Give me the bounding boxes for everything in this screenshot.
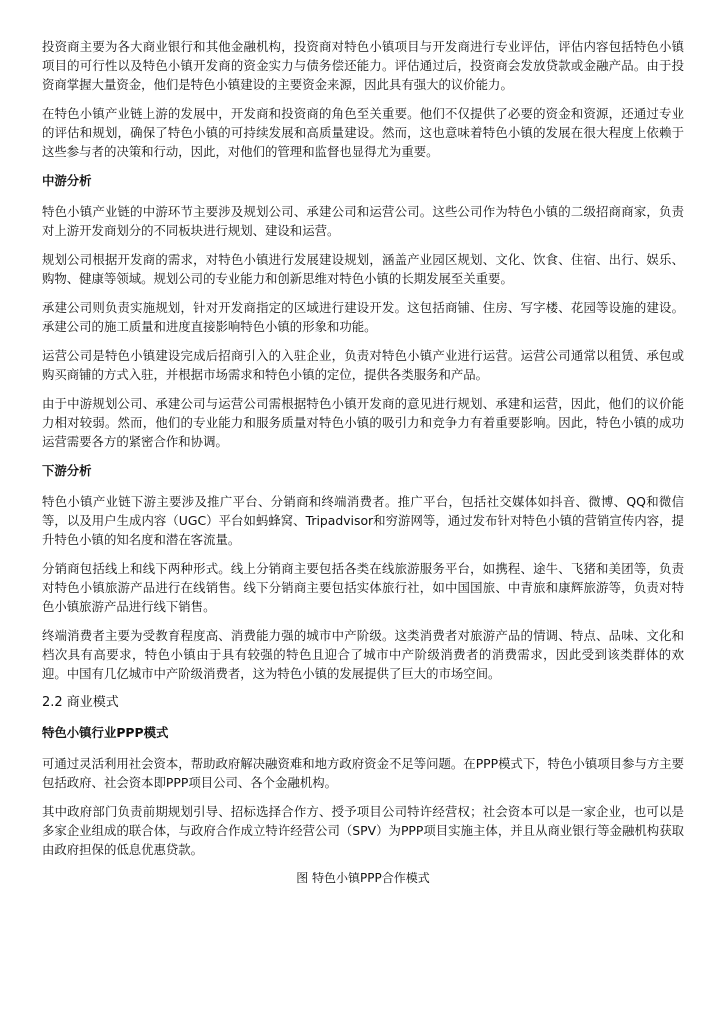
paragraph-construction-companies: 承建公司则负责实施规划，针对开发商指定的区域进行建设开发。这包括商铺、住房、写字楼、花园等设施的建设。承建公司的施工质量和进度直接影响特色小镇的形象和功能。 — [42, 300, 684, 334]
section-title-business-model: 2.2 商业模式 — [42, 695, 119, 710]
paragraph-midstream-summary: 由于中游规划公司、承建公司与运营公司需根据特色小镇开发商的意见进行规划、承建和运营，因此，他们的议价能力相对较弱。然而，他们的专业能力和服务质量对特色小镇的吸引力和竞争力有着重要影响。因此，特色小镇的成功运营需要各方的紧密合作和协调。 — [42, 396, 684, 449]
heading-midstream-analysis: 中游分析 — [42, 173, 92, 188]
heading-ppp-model: 特色小镇行业PPP模式 — [42, 725, 169, 740]
figure-caption: 图 特色小镇PPP合作模式 — [296, 871, 430, 885]
paragraph-upstream-summary: 在特色小镇产业链上游的发展中，开发商和投资商的角色至关重要。他们不仅提供了必要的资金和资源，还通过专业的评估和规划，确保了特色小镇的可持续发展和高质量建设。然而，这也意味着特色小镇的发展在很大程度上依赖于这些参与者的决策和行动，因此，对他们的管理和监督也显得尤为重要。 — [42, 106, 684, 159]
paragraph-planning-companies: 规划公司根据开发商的需求，对特色小镇进行发展建设规划，涵盖产业园区规划、文化、饮食、住宿、出行、娱乐、购物、健康等领域。规划公司的专业能力和创新思维对特色小镇的长期发展至关重要。 — [42, 252, 684, 286]
paragraph-ppp-intro: 可通过灵活利用社会资本，帮助政府解决融资难和地方政府资金不足等问题。在PPP模式下，特色小镇项目参与方主要包括政府、社会资本即PPP项目公司、各个金融机构。 — [42, 756, 684, 790]
paragraph-midstream-intro: 特色小镇产业链的中游环节主要涉及规划公司、承建公司和运营公司。这些公司作为特色小镇的二级招商商家，负责对上游开发商划分的不同板块进行规划、建设和运营。 — [42, 204, 684, 238]
paragraph-end-consumers: 终端消费者主要为受教育程度高、消费能力强的城市中产阶级。这类消费者对旅游产品的情调、特点、品味、文化和档次具有高要求，特色小镇由于具有较强的特色且迎合了城市中产阶级消费者的消费需求，因此受到该类群体的欢迎。中国有几亿城市中产阶级消费者，这为特色小镇的发展提供了巨大的市场空间。 — [42, 628, 684, 681]
paragraph-operating-companies: 运营公司是特色小镇建设完成后招商引入的入驻企业，负责对特色小镇产业进行运营。运营公司通常以租赁、承包或购买商铺的方式入驻，并根据市场需求和特色小镇的定位，提供各类服务和产品。 — [42, 348, 684, 382]
paragraph-ppp-roles: 其中政府部门负责前期规划引导、招标选择合作方、授予项目公司特许经营权；社会资本可以是一家企业，也可以是多家企业组成的联合体，与政府合作成立特许经营公司（SPV）为PPP项目实施主体，并且从商业银行等金融机构获取由政府担保的低息优惠贷款。 — [42, 804, 684, 857]
paragraph-distributors: 分销商包括线上和线下两种形式。线上分销商主要包括各类在线旅游服务平台，如携程、途牛、飞猪和美团等，负责对特色小镇旅游产品进行在线销售。线下分销商主要包括实体旅行社，如中国国旅、中青旅和康辉旅游等，负责对特色小镇旅游产品进行线下销售。 — [42, 561, 684, 614]
paragraph-investors: 投资商主要为各大商业银行和其他金融机构，投资商对特色小镇项目与开发商进行专业评估，评估内容包括特色小镇项目的可行性以及特色小镇开发商的资金实力与债务偿还能力。评估通过后，投资商会发放贷款或金融产品。由于投资商掌握大量资金，他们是特色小镇建设的主要资金来源，因此具有强大的议价能力。 — [42, 39, 684, 92]
paragraph-downstream-intro: 特色小镇产业链下游主要涉及推广平台、分销商和终端消费者。推广平台，包括社交媒体如抖音、微博、QQ和微信等，以及用户生成内容（UGC）平台如蚂蜂窝、Tripadvisor和穷游网等，通过发布针对特色小镇的营销宣传内容，提升特色小镇的知名度和潜在客流量。 — [42, 494, 684, 547]
heading-downstream-analysis: 下游分析 — [42, 463, 92, 478]
